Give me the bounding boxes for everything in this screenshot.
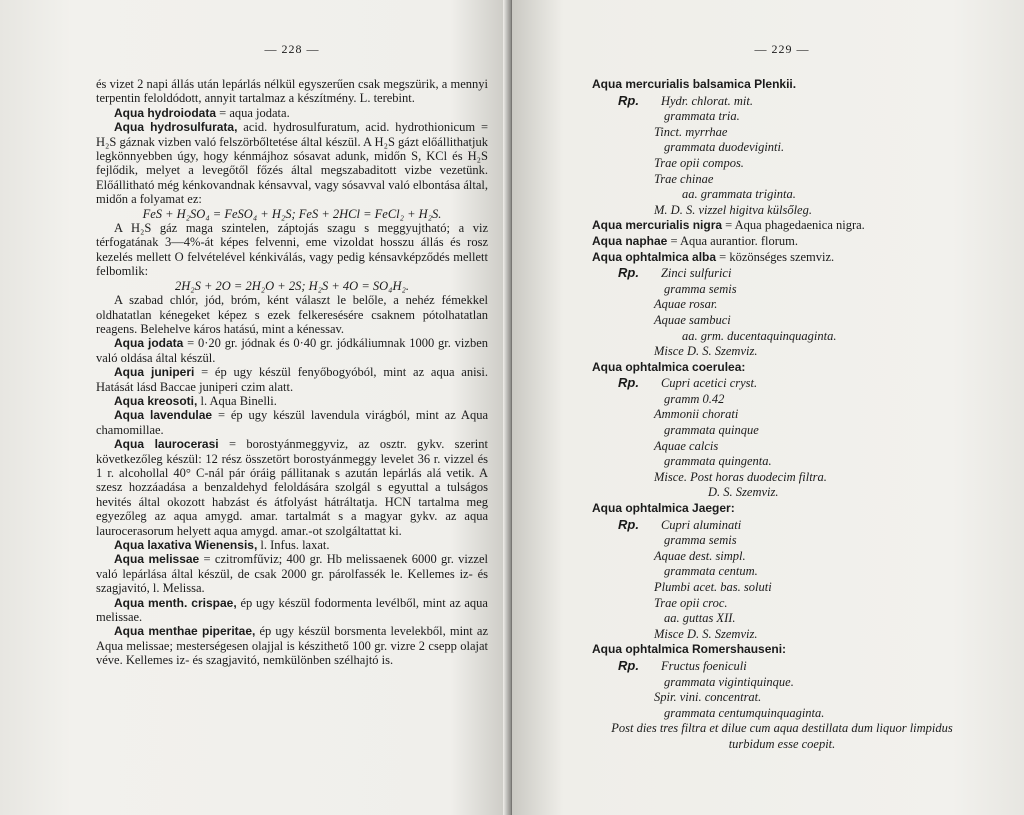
equation: FeS + H₂SO₄ = FeSO₄ + H₂S; FeS + 2HCl = FeCl₂ + H₂S. (142, 206, 442, 221)
recipe-heading (592, 501, 972, 517)
entry-text: és vizet 2 napi állás után lepárlás nélkül egyszerűen csak megszürik, a mennyi terpentin feloldódott, annyit tartalmaz a készítmény. L. terebint. (96, 77, 488, 106)
entry-paragraph (96, 596, 488, 625)
entry-text: acid. hydrosulfuratum, acid. hydrothionicum = H₂S gáznak vizben való felszörbőltetése által készül. A H₂S gázt előállithatjuk legkönnyebben úgy, hogy kénmájhoz sósavat adunk, midőn S, KCl és H₂S fejlődik, melyet a levegőtől főzés által megszabaditott vizbe vezetünk. Előállitható még kénkovandnak kénsavval, vagy sósavval való elbontása által, midőn a folyamat ez: (96, 120, 488, 207)
entry-headword: Aqua lavendulae (114, 408, 213, 423)
entry-paragraph (96, 394, 488, 408)
entry-paragraph (96, 437, 488, 538)
entry-paragraph (96, 293, 488, 336)
entry-text: l. Infus. laxat. (257, 538, 330, 552)
entry-text: = ép ugy készül fenyőbogyóból, mint az aqua anisi. Hatását lásd Baccae juniperi czim alatt. (96, 365, 489, 394)
entry-paragraph (96, 221, 488, 279)
entry-text: = borostyánmeggyviz, az osztr. gykv. szerint következőleg készül: 12 rész összetört borostyánmeggy levelet 36 r. vizzel és 1 r. alcohollal 40° C-nál pár óráig pállitanak s azután lepárlás alá vetik. A szesz hozzáadása a benzaldehyd feloldására szolgál s egyuttal a tulságos hevités által okozott habzást és átfolyást hátráltatja. HCN tartalma meg egyezőleg az aqua amygd. amar. tartalmát s a magyar gykv. az aqua laurocerasorum helyett aqua amygd. amar.-ot szolgáltattat ki. (96, 437, 488, 538)
entry-text: = közönséges szemviz. (716, 249, 835, 264)
recipe-line: aa. guttas XII. (664, 611, 736, 626)
recipe-line: aa. grm. ducentaquinquaginta. (682, 328, 837, 343)
recipe-line: Aquae sambuci (654, 312, 731, 327)
entry-text: = aqua jodata. (216, 105, 290, 120)
recipe-line: Misce. Post horas duodecim filtra. (654, 469, 827, 484)
rp-label: Rp. (618, 375, 639, 391)
entry-headword: Aqua kreosoti, (114, 393, 198, 408)
equation: 2H₂S + 2O = 2H₂O + 2S; H₂S + 4O = SO₄H₂. (174, 278, 410, 293)
entry-paragraph (592, 234, 972, 250)
recipe-line: Tinct. myrrhae (654, 124, 728, 139)
entry-headword: Aqua naphae (592, 233, 668, 248)
entry-text: ép ugy készül fodormenta levélből, mint az aqua melissae. (96, 595, 488, 625)
entry-text: = ép ugy készül lavendula virágból, mint az Aqua chamomillae. (96, 408, 488, 437)
recipe-first-line (592, 517, 972, 534)
entry-text: = Aqua phagedaenica nigra. (722, 218, 865, 233)
entry-headword: Aqua mercurialis balsamica Plenkii. (592, 77, 797, 91)
entry-paragraph (96, 120, 488, 206)
recipe-line: grammata quinque (664, 423, 759, 438)
right-page (512, 0, 1024, 815)
entry-headword: Aqua ophtalmica Romershauseni: (592, 642, 787, 657)
entry-text: A H₂S gáz maga szintelen, záptojás szagu s meggyujtható; a viz térfogatának 3—4%-át képes felvenni, eme vizoldat hosszu állás és rosz kezelés mellett O felvételével kénkiválás, vagy pedig kénsavképződés mellett felbomlik: (96, 221, 488, 279)
entry-paragraph (96, 538, 488, 552)
entry-headword: Aqua laurocerasi (114, 437, 219, 452)
entry-paragraph (96, 552, 488, 595)
entry-paragraph (96, 365, 488, 394)
recipe-line: grammata vigintiquinque. (664, 674, 794, 689)
right-text-block (592, 77, 972, 753)
entry-headword: Aqua menthae piperitae, (114, 624, 256, 639)
recipe-line: gramm 0.42 (664, 391, 725, 406)
entry-paragraph (96, 106, 488, 120)
recipe-line: Plumbi acet. bas. soluti (654, 580, 772, 594)
recipe-line: Aquae dest. simpl. (654, 548, 746, 563)
recipe-line: Trae opii croc. (654, 595, 728, 610)
entry-headword: Aqua hydrosulfurata, (114, 120, 238, 135)
entry-paragraph (592, 250, 972, 266)
rp-label: Rp. (618, 265, 639, 281)
recipe-line: gramma semis (664, 533, 737, 548)
entry-headword: Aqua jodata (114, 336, 184, 351)
recipe-line: Fructus foeniculi (660, 658, 747, 673)
entry-text: A szabad chlór, jód, bróm, ként választ le belőle, a nehéz fémekkel oldhatatlan kénegeket képez s ezek felkeresésére csaknem pótolhatatlan reagens. Belehelve káros hatású, mint a kénessav. (96, 293, 488, 336)
recipe-first-line (592, 375, 972, 392)
entry-headword: Aqua melissae (114, 552, 200, 567)
recipe-line: grammata duodeviginti. (664, 140, 785, 155)
entry-text: l. Aqua Binelli. (197, 393, 277, 408)
recipe-line: gramma semis (664, 281, 737, 296)
entry-paragraph (96, 624, 488, 667)
entry-paragraph (592, 218, 972, 234)
entry-paragraph (96, 336, 488, 365)
rp-label: Rp. (618, 516, 639, 532)
page-number: — 229 — (754, 42, 810, 56)
entry-headword: Aqua ophtalmica alba (592, 249, 717, 264)
recipe-first-line (592, 93, 972, 110)
recipe-heading (592, 77, 972, 93)
page-number: — 228 — (264, 42, 320, 56)
recipe-line: grammata centum. (664, 564, 758, 579)
recipe-line: grammata quingenta. (664, 454, 772, 469)
recipe-line: Spir. vini. concentrat. (654, 690, 762, 705)
left-text-block (96, 77, 488, 668)
entry-text: ép ugy készül borsmenta levelekből, mint az Aqua melissae; mesterségesen olajjal is készithető 100 gr. vizre 2 csepp olajat véve. Kellemes iz- és szagjavitó, nemkülönben szélhajtó is. (96, 624, 488, 668)
recipe-line: Trae chinae (654, 171, 714, 186)
recipe-line: Aquae calcis (654, 438, 719, 453)
entry-headword: Aqua ophtalmica Jaeger: (592, 501, 735, 516)
recipe-closing: Post dies tres filtra et dilue cum aqua destillata dum liquor limpidus turbidum esse coepit. (611, 721, 953, 751)
entry-text: = 0·20 gr. jódnak és 0·40 gr. jódkáliumnak 1000 gr. vizben való oldása által készül. (96, 336, 488, 365)
recipe-line: D. S. Szemviz. (708, 485, 779, 500)
entry-headword: Aqua juniperi (114, 365, 195, 380)
rp-label: Rp. (618, 92, 639, 108)
recipe-line: Zinci sulfurici (660, 266, 732, 281)
entry-text: = Aqua aurantior. florum. (667, 233, 798, 248)
recipe-line: grammata centumquinquaginta. (664, 705, 825, 720)
rp-label: Rp. (618, 657, 639, 673)
entry-text: = czitromfűviz; 400 gr. Hb melissaenek 6000 gr. vizzel való lepárlása által készül, de csak 2000 gr. párolfassék le. Kellemes iz- és szagjavitó, l. Melissa. (96, 552, 488, 596)
recipe-line: M. D. S. vizzel higitva külsőleg. (654, 202, 812, 217)
entry-headword: Aqua ophtalmica coerulea: (592, 359, 746, 374)
recipe-heading (592, 360, 972, 376)
recipe-first-line (592, 658, 972, 675)
entry-headword: Aqua menth. crispae, (114, 595, 237, 610)
entry-headword: Aqua mercurialis nigra (592, 218, 723, 233)
recipe-line: Misce D. S. Szemviz. (654, 626, 758, 641)
entry-paragraph (96, 77, 488, 106)
entry-paragraph (96, 408, 488, 437)
recipe-line: Hydr. chlorat. mit. (660, 93, 753, 108)
recipe-line: Cupri acetici cryst. (660, 376, 758, 391)
entry-headword: Aqua hydroiodata (114, 105, 217, 120)
recipe-line: Aquae rosar. (654, 297, 718, 312)
recipe-line: aa. grammata triginta. (682, 187, 796, 202)
recipe-line: Trae opii compos. (654, 155, 744, 170)
recipe-line: Ammonii chorati (654, 407, 739, 422)
recipe-line: grammata tria. (664, 109, 740, 124)
entry-headword: Aqua laxativa Wienensis, (114, 538, 258, 552)
recipe-line: Cupri aluminati (660, 517, 742, 532)
recipe-heading (592, 642, 972, 658)
recipe-line: Misce D. S. Szemviz. (654, 344, 758, 359)
recipe-first-line (592, 265, 972, 282)
